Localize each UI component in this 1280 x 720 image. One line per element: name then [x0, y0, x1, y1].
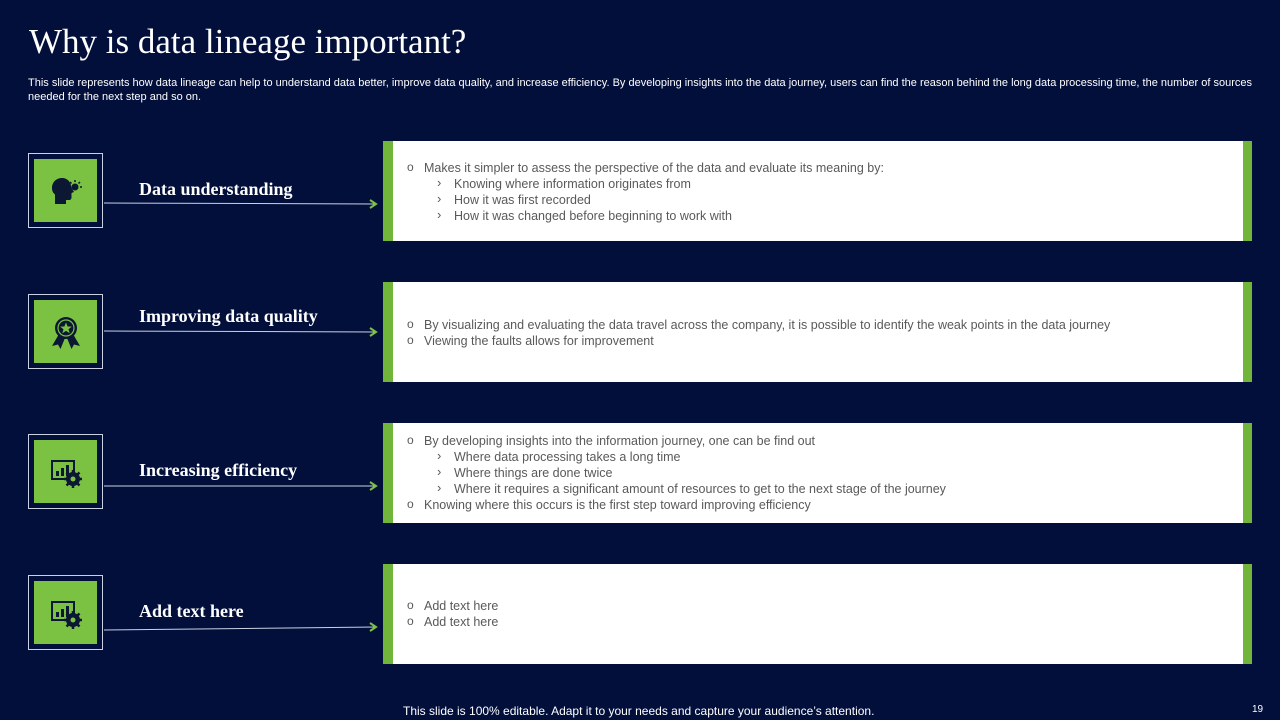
slide-title: Why is data lineage important?	[29, 22, 467, 61]
detail-card-increasing-efficiency	[383, 423, 1252, 523]
arrow-connector	[104, 325, 384, 339]
bullet-list	[407, 598, 498, 630]
detail-card-data-understanding	[383, 141, 1252, 241]
bullet-list	[407, 433, 946, 513]
bullet-item: o Knowing where this occurs is the first step toward improving efficiency	[407, 497, 946, 513]
head-bulb-icon	[34, 159, 97, 222]
award-ribbon-icon	[34, 300, 97, 363]
sub-bullet-item: › Where it requires a significant amount of resources to get to the next stage of the journey	[407, 481, 946, 497]
row-label-improving-data-quality: Improving data quality	[139, 306, 318, 326]
arrow-connector	[104, 479, 384, 493]
row-icon-frame	[28, 153, 103, 228]
bullet-item: o Viewing the faults allows for improvement	[407, 333, 1110, 349]
sub-bullet-item: › How it was first recorded	[407, 192, 884, 208]
chart-gear-icon	[34, 440, 97, 503]
arrow-connector	[104, 620, 384, 634]
bullet-item: o Add text here	[407, 614, 498, 630]
bullet-list	[407, 160, 884, 224]
sub-bullet-item: › How it was changed before beginning to work with	[407, 208, 884, 224]
chart-gear-icon	[34, 581, 97, 644]
row-label-increasing-efficiency: Increasing efficiency	[139, 460, 298, 480]
bullet-item: o By visualizing and evaluating the data travel across the company, it is possible to identify the weak points in the data journey	[407, 317, 1110, 333]
detail-card-add-text	[383, 564, 1252, 664]
slide-subtitle: This slide represents how data lineage can help to understand data better, improve data quality, and increase efficiency. By developing insights into the data journey, users can find the reason behind the long data processing time, the number of sources needed for the next step and so on.	[28, 77, 1252, 103]
sub-bullet-item: › Where things are done twice	[407, 465, 946, 481]
arrow-connector	[104, 197, 384, 211]
row-icon-frame	[28, 434, 103, 509]
footer-note: This slide is 100% editable. Adapt it to your needs and capture your audience’s attention.	[403, 704, 875, 718]
bullet-item: o By developing insights into the information journey, one can be find out	[407, 433, 946, 449]
row-icon-frame	[28, 294, 103, 369]
row-icon-frame	[28, 575, 103, 650]
detail-card-improving-data-quality	[383, 282, 1252, 382]
sub-bullet-item: › Where data processing takes a long time	[407, 449, 946, 465]
page-number: 19	[1252, 704, 1264, 715]
row-label-add-text: Add text here	[139, 601, 244, 621]
row-label-data-understanding: Data understanding	[139, 179, 293, 199]
bullet-item: o Makes it simpler to assess the perspective of the data and evaluate its meaning by:	[407, 160, 884, 176]
bullet-list	[407, 317, 1110, 349]
bullet-item: o Add text here	[407, 598, 498, 614]
sub-bullet-item: › Knowing where information originates from	[407, 176, 884, 192]
